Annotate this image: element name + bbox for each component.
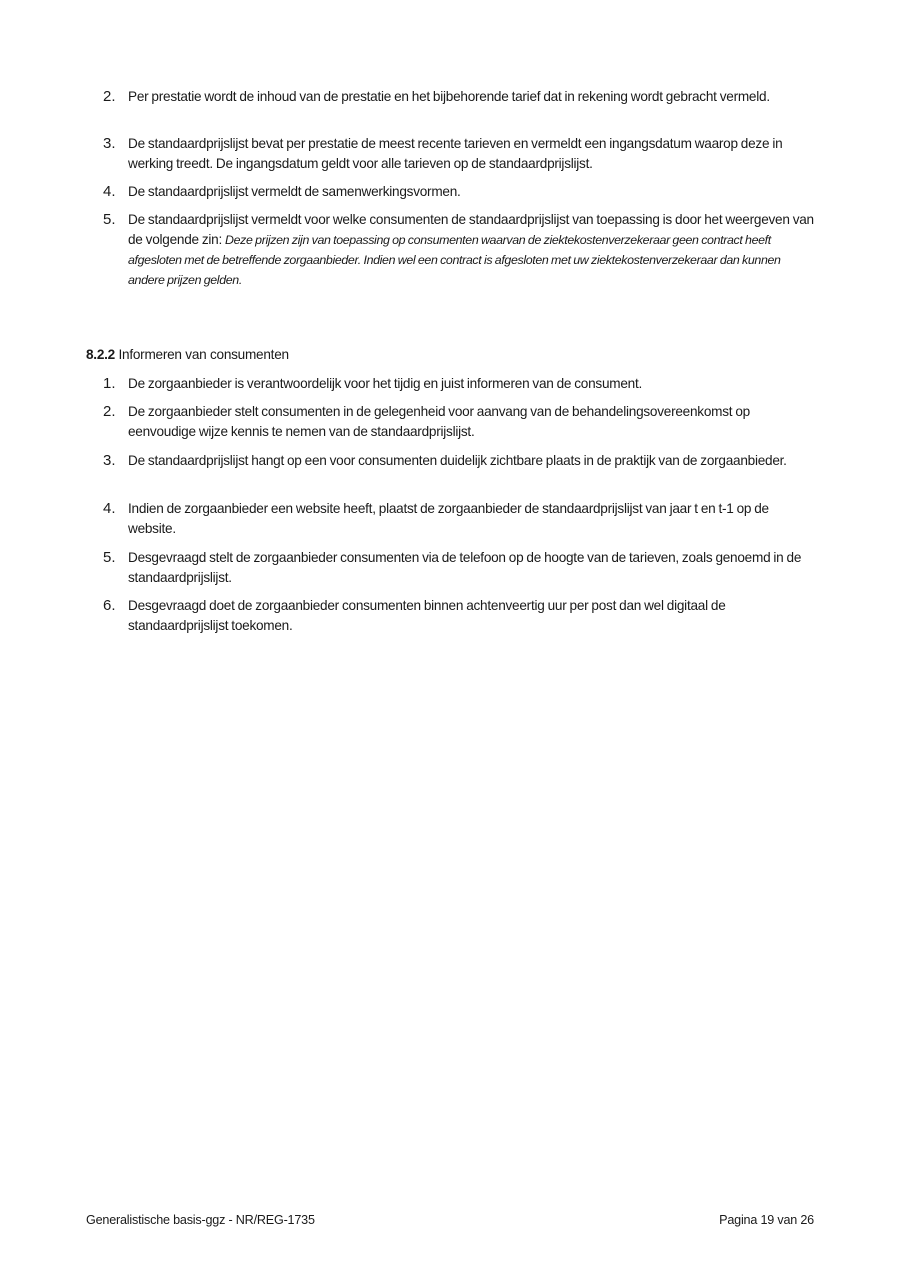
- list-item-text: De zorgaanbieder is verantwoordelijk voor het tijdig en juist informeren van de consument.: [128, 376, 643, 391]
- section-heading: [86, 345, 289, 365]
- list-item-text: Desgevraagd stelt de zorgaanbieder consumenten via de telefoon op de hoogte van de tarieven, zoals genoemd in de standaardprijslijst.: [128, 550, 802, 585]
- section-title: Informeren van consumenten: [114, 347, 289, 362]
- list-item-number: 5.: [103, 549, 116, 566]
- list-item-number: 1.: [103, 375, 116, 392]
- list-item-text: De zorgaanbieder stelt consumenten in de gelegenheid voor aanvang van de behandelingsovereenkomst op eenvoudige wijze kennis te nemen van de standaardprijslijst.: [128, 404, 750, 439]
- list-item-number: 4.: [103, 500, 116, 517]
- list-item-number: 3.: [103, 135, 116, 152]
- list-item-text: De standaardprijslijst vermeldt de samenwerkingsvormen.: [128, 184, 461, 199]
- list-item-text-regular: De standaardprijslijst vermeldt voor welke consumenten de standaardprijslijst van toepassing is door het weergeven van de volgende zin:: [128, 212, 814, 247]
- list-item-number: 5.: [103, 211, 116, 228]
- quoted-sentence: Deze prijzen zijn van toepassing op consumenten waarvan de ziektekostenverzekeraar geen contract heeft afgesloten met de betreffende zorgaanbieder. Indien wel een contract is afgesloten met uw ziektekostenverzekeraar dan kunnen andere prijzen gelden.: [128, 233, 781, 287]
- list-item-text: Indien de zorgaanbieder een website heeft, plaatst de zorgaanbieder de standaardprijslijst van jaar t en t-1 op de website.: [128, 501, 769, 536]
- list-item-text: [128, 210, 818, 290]
- section-number: 8.2.2: [86, 347, 115, 362]
- list-item-text: De standaardprijslijst hangt op een voor consumenten duidelijk zichtbare plaats in de praktijk van de zorgaanbieder.: [128, 453, 787, 468]
- footer-page-number: Pagina 19 van 26: [719, 1213, 814, 1227]
- list-item-number: 2.: [103, 403, 116, 420]
- footer-document-title: Generalistische basis-ggz - NR/REG-1735: [86, 1213, 315, 1227]
- list-item-text: De standaardprijslijst bevat per prestatie de meest recente tarieven en vermeldt een ingangsdatum waarop deze in werking treedt. De ingangsdatum geldt voor alle tarieven op de standaardprijslijst.: [128, 136, 783, 171]
- list-item-number: 6.: [103, 597, 116, 614]
- list-item-number: 2.: [103, 88, 116, 105]
- list-item-text: Desgevraagd doet de zorgaanbieder consumenten binnen achtenveertig uur per post dan wel digitaal de standaardprijslijst toekomen.: [128, 598, 726, 633]
- list-item-number: 3.: [103, 452, 116, 469]
- list-item-number: 4.: [103, 183, 116, 200]
- list-item-text: Per prestatie wordt de inhoud van de prestatie en het bijbehorende tarief dat in rekening wordt gebracht vermeld.: [128, 89, 770, 104]
